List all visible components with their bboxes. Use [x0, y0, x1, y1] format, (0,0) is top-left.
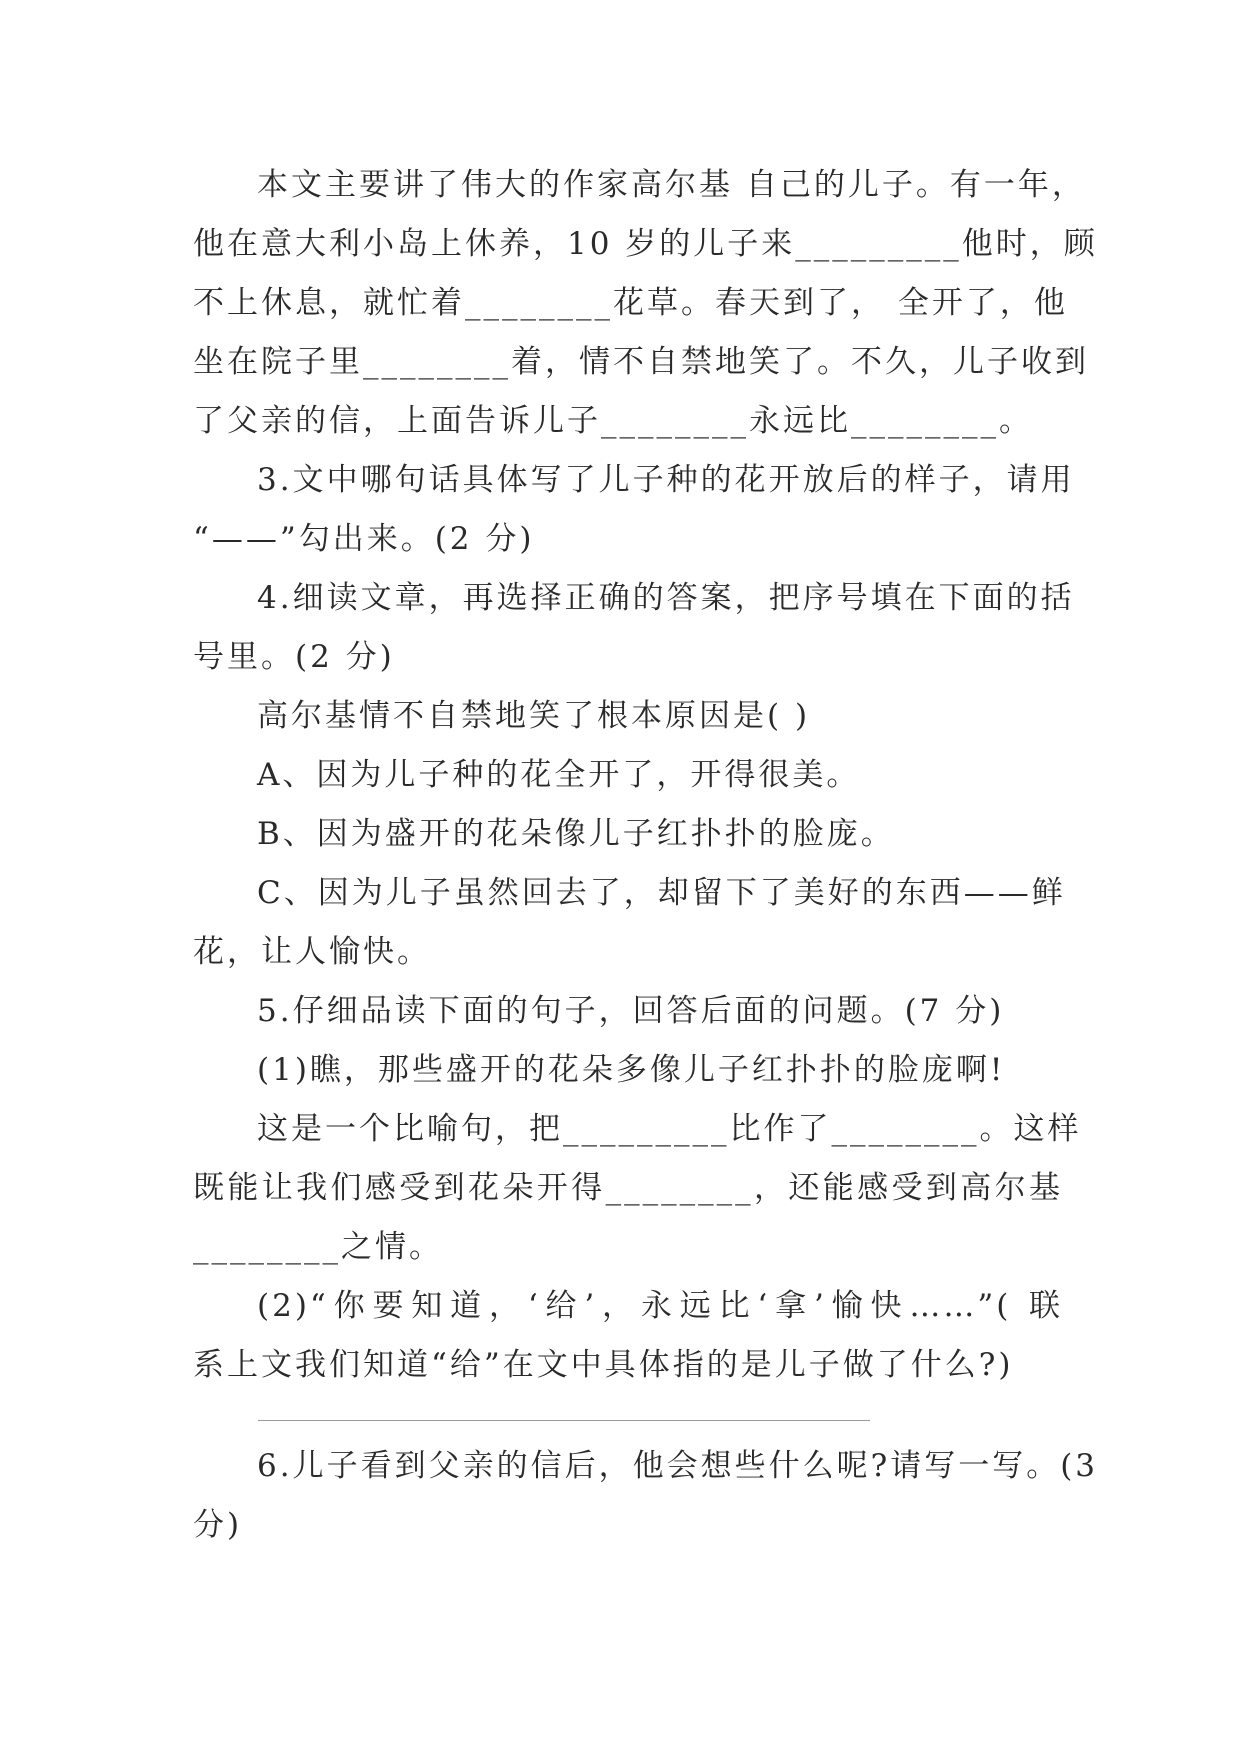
- question-4-option-b: B、因为盛开的花朵像儿子红扑扑的脸庞。: [257, 816, 895, 852]
- question-5-sub2-line-1: (2)“你要知道，‘给’，永远比‘拿’愉快……”( 联: [257, 1288, 1063, 1324]
- question-5-sub2-line-2: 系上文我们知道“给”在文中具体指的是儿子做了什么?): [193, 1347, 1014, 1383]
- question-3-line-1: 3.文中哪句话具体写了儿子种的花开放后的样子，请用: [257, 462, 1075, 498]
- summary-line-1: 本文主要讲了伟大的作家高尔基 自己的儿子。有一年，: [257, 167, 1086, 203]
- question-4-stem: 高尔基情不自禁地笑了根本原因是( ): [257, 698, 811, 734]
- question-4-option-a: A、因为儿子种的花全开了，开得很美。: [257, 757, 861, 793]
- question-4-option-c-line-1: C、因为儿子虽然回去了，却留下了美好的东西——鲜: [257, 875, 1066, 911]
- question-4-option-c-line-2: 花，让人愉快。: [193, 934, 431, 970]
- summary-line-4: 坐在院子里________着，情不自禁地笑了。不久，儿子收到: [193, 344, 1089, 380]
- question-4-line-1: 4.细读文章，再选择正确的答案，把序号填在下面的括: [257, 580, 1075, 616]
- summary-line-5: 了父亲的信，上面告诉儿子________永远比________。: [193, 403, 1033, 439]
- question-5-title: 5.仔细品读下面的句子，回答后面的问题。(7 分): [257, 993, 1005, 1029]
- answer-line[interactable]: [258, 1420, 870, 1421]
- question-6-line-2: 分): [193, 1507, 243, 1543]
- question-6-line-1: 6.儿子看到父亲的信后，他会想些什么呢?请写一写。(3: [257, 1448, 1099, 1484]
- question-5-sub1-line-3: ________之情。: [193, 1229, 443, 1265]
- summary-line-3: 不上休息，就忙着________花草。春天到了， 全开了，他: [193, 285, 1068, 321]
- question-3-line-2: “——”勾出来。(2 分): [193, 521, 535, 557]
- question-5-sub1-line-2: 既能让我们感受到花朵开得________，还能感受到高尔基: [193, 1170, 1063, 1206]
- question-4-line-2: 号里。(2 分): [193, 639, 395, 675]
- exam-content: [193, 156, 1099, 1555]
- question-5-sub1-line-1: 这是一个比喻句，把_________比作了________。这样: [257, 1111, 1082, 1147]
- answer-gap: [193, 1395, 1063, 1437]
- summary-line-2: 他在意大利小岛上休养，10 岁的儿子来_________他时，顾: [193, 226, 1098, 262]
- question-5-sub1-sentence: (1)瞧，那些盛开的花朵多像儿子红扑扑的脸庞啊!: [257, 1052, 1006, 1088]
